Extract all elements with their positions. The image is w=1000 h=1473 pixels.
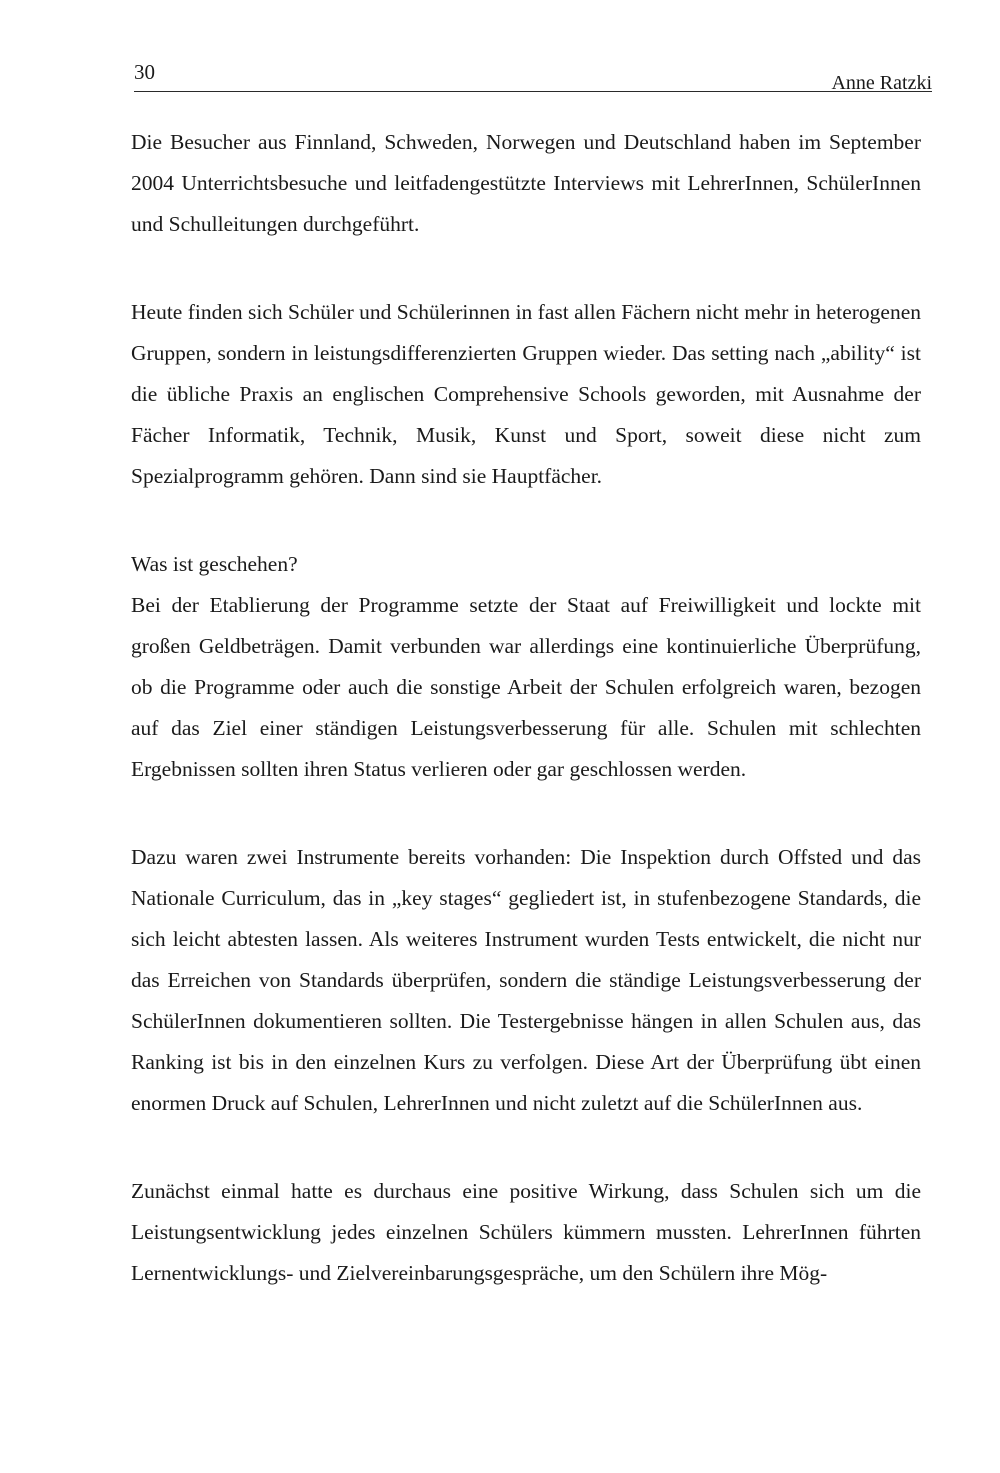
page-number: 30	[134, 60, 155, 84]
paragraph-visitors: Die Besucher aus Finnland, Schweden, Norwegen und Deutschland haben im September 2004 Unterrichtsbesuche und leitfadengestützte Interviews mit LehrerInnen, SchülerInnen und Schulleitungen durchgeführt.	[131, 130, 921, 236]
body-text	[131, 122, 921, 1294]
section-question: Was ist geschehen?	[131, 552, 298, 576]
header-rule	[134, 91, 932, 92]
paragraph-instruments: Dazu waren zwei Instrumente bereits vorhanden: Die Inspektion durch Offsted und das Nationale Curriculum, das in „key stages“ gegliedert ist, in stufenbezogene Standards, die sich leicht abtesten lassen. Als weiteres Instrument wurden Tests entwickelt, die nicht nur das Erreichen von Standards überprüfen, sondern die ständige Leistungsverbesserung der SchülerInnen dokumentieren sollten. Die Testergebnisse hängen in allen Schulen aus, das Ranking ist bis in den einzelnen Kurs zu verfolgen. Diese Art der Überprüfung übt einen enormen Druck auf Schulen, LehrerInnen und nicht zuletzt auf die SchülerInnen aus.	[131, 845, 921, 1115]
paragraph-positive-effect: Zunächst einmal hatte es durchaus eine positive Wirkung, dass Schulen sich um die Leistungsentwicklung jedes einzelnen Schülers kümmern mussten. LehrerInnen führten Lernentwicklungs- und Zielvereinbarungsgespräche, um den Schülern ihre Mög-	[131, 1179, 921, 1285]
paragraph-programmes: Bei der Etablierung der Programme setzte der Staat auf Freiwilligkeit und lockte mit großen Geldbeträgen. Damit verbunden war allerdings eine kontinuierliche Überprüfung, ob die Programme oder auch die sonstige Arbeit der Schulen erfolgreich waren, bezogen auf das Ziel einer ständigen Leistungsverbesserung für alle. Schulen mit schlechten Ergebnissen sollten ihren Status verlieren oder gar geschlossen werden.	[131, 593, 921, 781]
paragraph-setting: Heute finden sich Schüler und Schülerinnen in fast allen Fächern nicht mehr in heterogenen Gruppen, sondern in leistungsdifferenzierten Gruppen wieder. Das setting nach „ability“ ist die übliche Praxis an englischen Comprehensive Schools geworden, mit Ausnahme der Fächer Informatik, Technik, Musik, Kunst und Sport, soweit diese nicht zum Spezialprogramm gehören. Dann sind sie Hauptfächer.	[131, 300, 921, 488]
running-head-author: Anne Ratzki	[831, 72, 932, 94]
page-header	[134, 58, 932, 96]
